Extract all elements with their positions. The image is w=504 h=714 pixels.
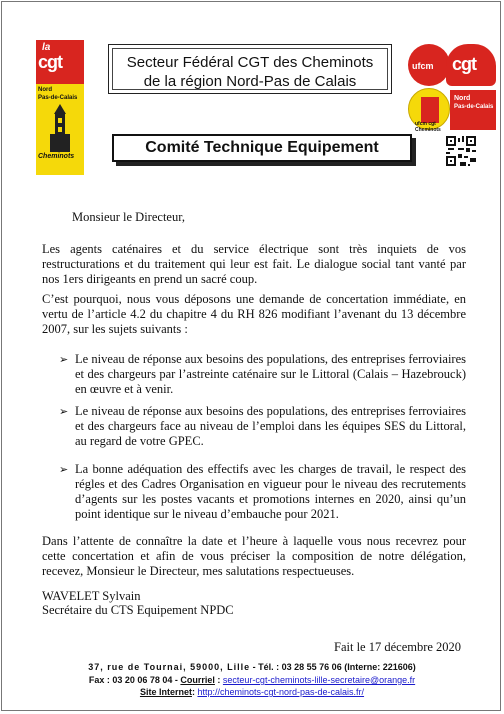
cgt-logo-text: cgt: [452, 54, 476, 74]
bullet-text-2: Le niveau de réponse aux besoins des populations, des entreprises ferroviaires et des chargeurs face au niveau de l’emploi dans les équipes SES du Littoral, au regard de votre GPEC.: [75, 404, 466, 448]
committee-box: [112, 134, 412, 162]
salutation: Monsieur le Directeur,: [72, 210, 186, 224]
footer-site-label: Site Internet: [139, 687, 192, 697]
footer-address: 37, rue de Tournai, 59000, Lille: [88, 662, 251, 672]
bullet-text-3: La bonne adéquation des effectifs avec les charges de travail, le respect des régles et des Cadres Organisation en vigueur pour le niveau des recrutements d’agents sur les postes vacants et promotions internes en 2020, ainsi qu’un point identique sur le niveau d’embauche pour 2021.: [75, 462, 466, 521]
ufcm-cheminots-badge: [408, 88, 450, 133]
list-item: [60, 462, 466, 522]
footer-courriel-label: Courriel: [180, 675, 215, 685]
badge-text: ufcm cgt Cheminots: [415, 121, 441, 133]
letter-date: Fait le 17 décembre 2020: [334, 640, 462, 654]
logo-la-text: la: [42, 42, 51, 53]
paragraph-3: Dans l’attente de connaître la date et l’heure à laquelle vous nous recevrez pour cette concertation et afin de vous préciser la composition de notre délégation, recevez, Monsieur le Directeur, mes salutations respectueuses.: [42, 534, 466, 578]
cgt-npdc-logo: [450, 90, 496, 130]
signatory-role: Secrétaire du CTS Equipement NPDC: [42, 603, 234, 617]
logo-cgt-text: cgt: [38, 52, 62, 72]
footer-courriel-sep: :: [214, 675, 223, 685]
bullet-text-1: Le niveau de réponse aux besoins des populations, des entreprises ferroviaires et des chargeurs par l’astreinte caténaire sur le Littoral (Calais – Hazebrouck) en œuvre et à venir.: [75, 352, 466, 396]
logo-region-nord: Nord: [38, 87, 52, 93]
qr-code-icon: [446, 136, 476, 166]
cgt-nord-pas-de-calais-logo: [36, 40, 84, 175]
footer-address-line: [0, 662, 504, 672]
header-inner-frame: [112, 48, 388, 90]
list-item: [60, 352, 466, 397]
footer-email-link[interactable]: secteur-cgt-cheminots-lille-secretaire@orange.fr: [222, 675, 416, 685]
committee-title: Comité Technique Equipement: [145, 139, 379, 156]
ufcm-logo: [408, 44, 450, 86]
cgt-logo: [446, 44, 496, 86]
signatory-name: WAVELET Sylvain: [42, 589, 141, 603]
footer-site-sep: :: [191, 687, 198, 697]
belfry-icon: [46, 104, 74, 152]
arrow-bullet-icon: ➢: [59, 463, 69, 476]
logo-region-pdc: Pas-de-Calais: [38, 95, 78, 101]
paragraph-2: C’est pourquoi, nous vous déposons une demande de concertation immédiate, en vertu de l’article 4.2 du chapitre 4 du RH 826 modifiant l’avenant du 13 décembre 2007, sur les sujets suivants :: [42, 292, 466, 336]
paragraph-1: Les agents caténaires et du service électrique sont très inquiets de vos restructurations et du traitement qui leur est fait. Le dialogue social tant vanté par nos 1ers dirigeants en prend un sacré coup.: [42, 242, 466, 286]
footer-site-link[interactable]: http://cheminots-cgt-nord-pas-de-calais.fr/: [197, 687, 365, 697]
logo-cheminots-text: Cheminots: [38, 153, 75, 160]
header-line-1: Secteur Fédéral CGT des Cheminots: [126, 54, 374, 71]
header-line-2: de la région Nord-Pas de Calais: [143, 73, 357, 90]
header-box: [108, 44, 392, 94]
footer-contact-line: [0, 675, 504, 685]
arrow-bullet-icon: ➢: [59, 353, 69, 366]
ufcm-logo-text: ufcm: [412, 61, 434, 71]
footer-fax: Fax : 03 20 06 78 04 -: [88, 675, 181, 685]
arrow-bullet-icon: ➢: [59, 405, 69, 418]
cgt-npdc-nord: Nord: [454, 95, 471, 102]
list-item: [60, 404, 466, 449]
cgt-npdc-pdc: Pas-de-Calais: [454, 104, 494, 110]
badge-stripe: [421, 97, 439, 123]
footer-site-line: [0, 687, 504, 697]
footer-tel: - Tél. : 03 28 55 76 06 (Interne: 221606): [250, 662, 416, 672]
